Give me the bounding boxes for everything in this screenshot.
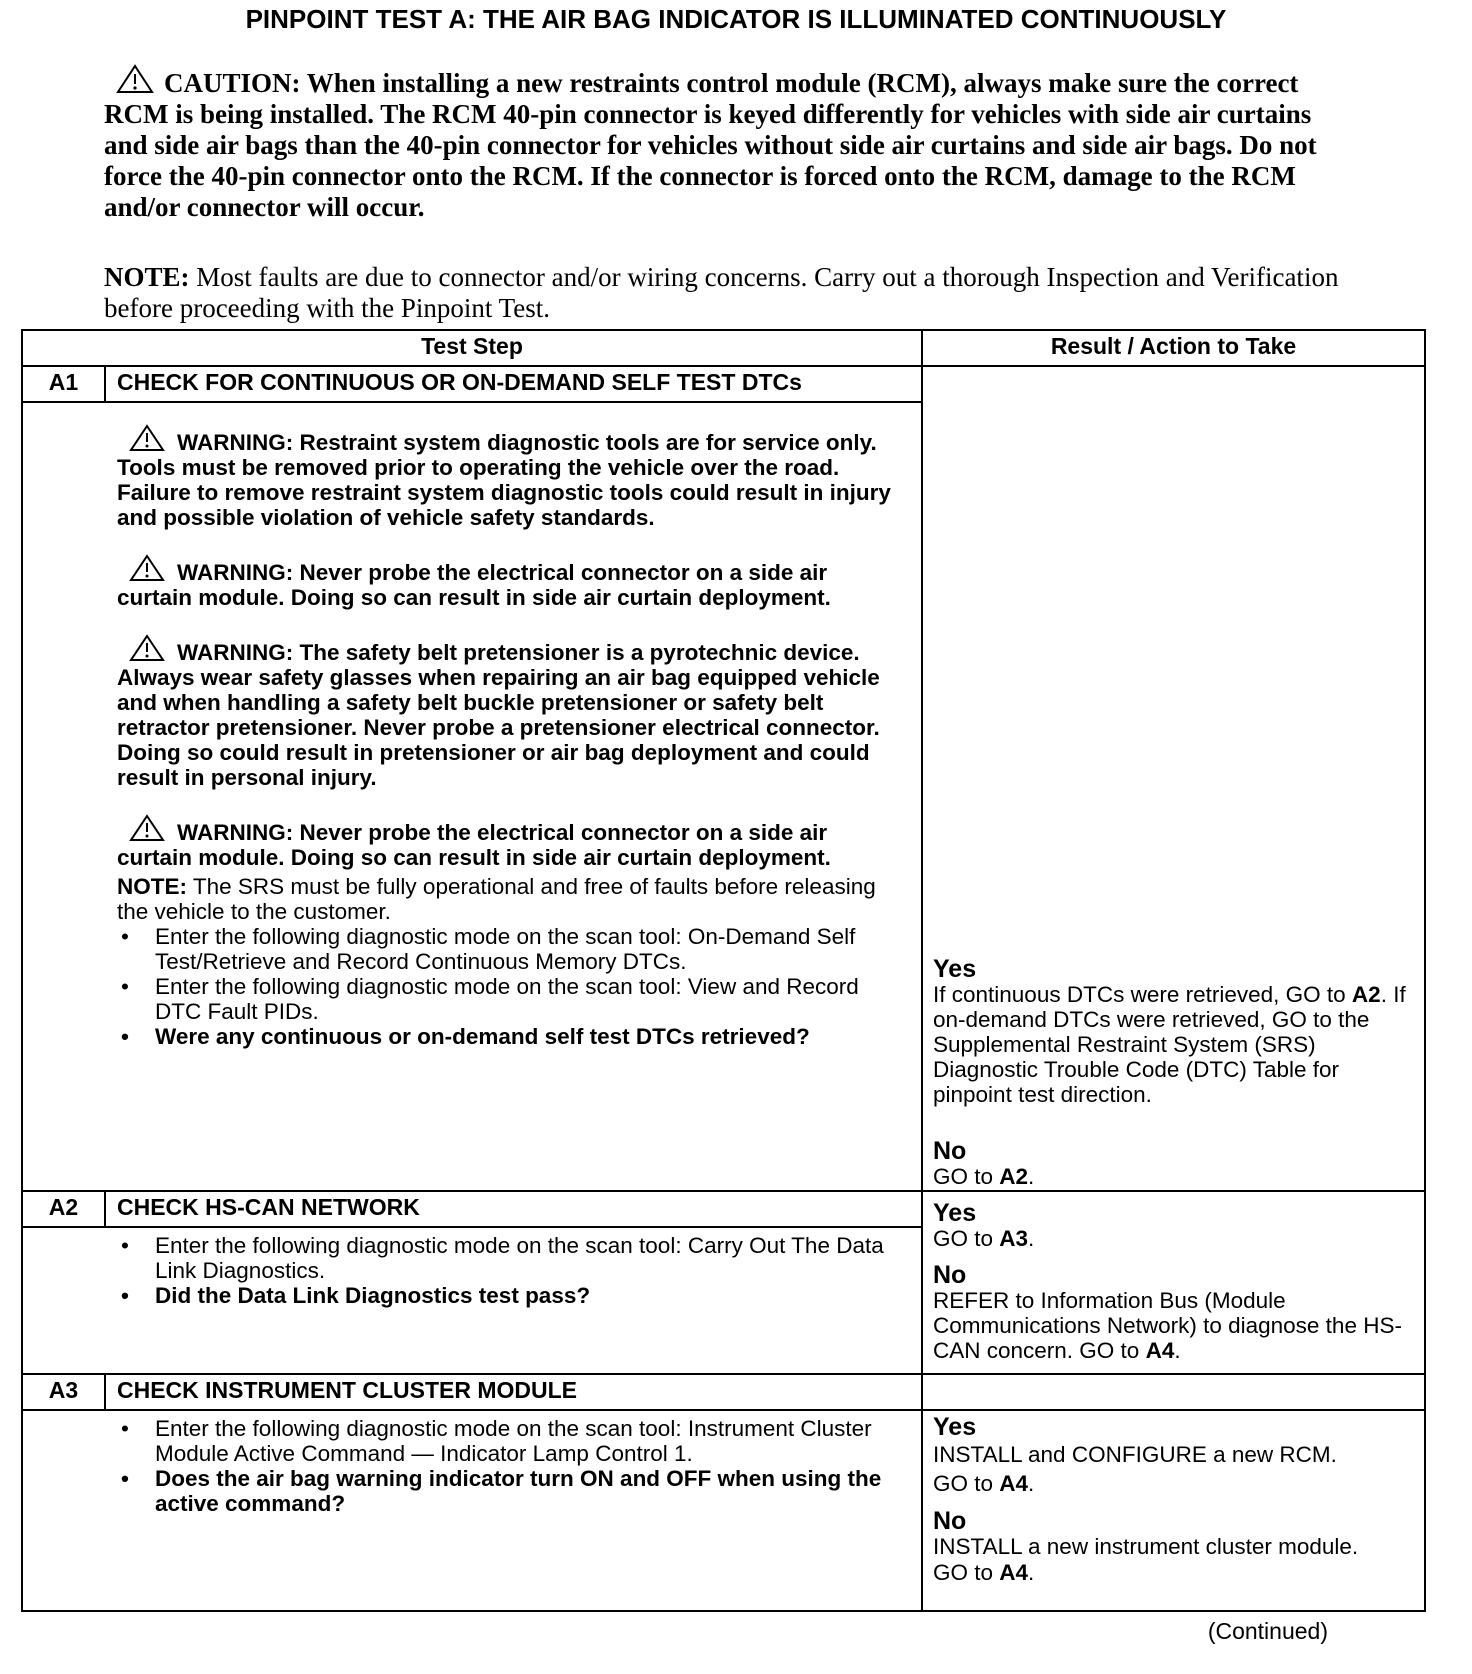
step-id-a2: A2 [48, 1194, 79, 1220]
step-title-a1: CHECK FOR CONTINUOUS OR ON-DEMAND SELF TEST DTCs [117, 369, 802, 395]
step-title-a2: CHECK HS-CAN NETWORK [117, 1194, 420, 1220]
a3-step-list [117, 1416, 897, 1516]
note-block [104, 262, 1344, 324]
no-label: No [933, 1261, 967, 1289]
a1-title-rule [21, 401, 923, 403]
continued-label: (Continued) [1207, 1618, 1328, 1644]
step-id-a1: A1 [48, 369, 79, 395]
note-label: NOTE: [104, 262, 190, 292]
a1-bottom-rule [21, 1190, 1426, 1192]
yes-label: Yes [933, 955, 977, 983]
warning-triangle-icon [129, 424, 165, 452]
step-ref: A2 [1351, 982, 1381, 1007]
yes-label: Yes [933, 1199, 977, 1227]
no-label: No [933, 1507, 967, 1535]
a3-id-divider [104, 1373, 106, 1411]
warning-paragraph: WARNING: Never probe the electrical connector on a side air curtain module. Doing so can result in side air curtain deployment. [117, 554, 897, 610]
caution-triangle-icon [116, 64, 154, 94]
page-title: PINPOINT TEST A: THE AIR BAG INDICATOR IS ILLUMINATED CONTINUOUSLY [245, 4, 1227, 34]
note-text: Most faults are due to connector and/or wiring concerns. Carry out a thorough Inspection and Verification before proceeding with the Pinpoint Test. [104, 262, 1339, 323]
step-body-a1 [117, 424, 897, 1049]
a2-bottom-rule [21, 1373, 1426, 1375]
result-a1-no: No GO to A2. [933, 1138, 1418, 1189]
a3-title-rule [21, 1409, 923, 1411]
header-test-step: Test Step [421, 333, 523, 359]
step-id-a3: A3 [48, 1377, 79, 1403]
warning-triangle-icon [129, 814, 165, 842]
table-border-left [21, 329, 23, 1612]
a1-id-divider [104, 365, 106, 403]
list-item: • Enter the following diagnostic mode on the scan tool: On-Demand Self Test/Retrieve and Record Continuous Memory DTCs. [117, 924, 897, 974]
step-ref: A4 [999, 1560, 1029, 1585]
header-result-action: Result / Action to Take [1050, 333, 1297, 359]
table-border-right [1424, 329, 1426, 1612]
caution-block [104, 64, 1344, 223]
column-divider [921, 329, 923, 1612]
a1-note: NOTE: The SRS must be fully operational and free of faults before releasing the vehicle to the customer. [117, 874, 876, 924]
result-a3-no: No INSTALL a new instrument cluster module. GO to A4. [933, 1508, 1418, 1586]
result-a2-yes: Yes GO to A3. [933, 1200, 1418, 1251]
a2-question: • Did the Data Link Diagnostics test pass? [117, 1283, 897, 1308]
result-a1-yes: Yes If continuous DTCs were retrieved, GO to A2. If on-demand DTCs were retrieved, GO to the Supplemental Restraint System (SRS) Diagnostic Trouble Code (DTC) Table for pinpoint test direction. [933, 956, 1418, 1107]
table-border-top [21, 329, 1426, 331]
a2-step-list [117, 1233, 897, 1308]
step-title-a3: CHECK INSTRUMENT CLUSTER MODULE [117, 1377, 577, 1403]
a1-question: • Were any continuous or on-demand self test DTCs retrieved? [117, 1024, 897, 1049]
header-bottom-rule [21, 365, 1426, 367]
caution-text: CAUTION: When installing a new restraints control module (RCM), always make sure the correct RCM is being installed. The RCM 40-pin connector is keyed differently for vehicles with side air curtains and side air bags than the 40-pin connector for vehicles without side air curtains and side air bags. Do not force the 40-pin connector onto the RCM. If the connector is forced onto the RCM, damage to the RCM and/or connector will occur. [104, 68, 1317, 222]
result-a2-no: No REFER to Information Bus (Module Communications Network) to diagnose the HS-CAN concern. GO to A4. [933, 1262, 1418, 1363]
a1-step-list [117, 924, 897, 1049]
step-body-a2 [117, 1233, 897, 1308]
step-body-a3 [117, 1416, 897, 1516]
warning-paragraph: WARNING: Restraint system diagnostic tools are for service only. Tools must be removed prior to operating the vehicle over the road. Failure to remove restraint system diagnostic tools could result in injury and possible violation of vehicle safety standards. [117, 424, 897, 530]
a2-id-divider [104, 1190, 106, 1228]
warning-paragraph: WARNING: Never probe the electrical connector on a side air curtain module. Doing so can result in side air curtain deployment. [117, 814, 897, 870]
step-ref: A3 [999, 1226, 1029, 1251]
list-item: • Enter the following diagnostic mode on the scan tool: View and Record DTC Fault PIDs. [117, 974, 897, 1024]
a3-question: • Does the air bag warning indicator turn ON and OFF when using the active command? [117, 1466, 897, 1516]
step-ref: A2 [999, 1164, 1029, 1189]
a3-result-rule [921, 1409, 1426, 1411]
result-a3-yes: Yes INSTALL and CONFIGURE a new RCM. GO to A4. [933, 1414, 1418, 1498]
yes-label: Yes [933, 1413, 977, 1441]
list-item: • Enter the following diagnostic mode on the scan tool: Instrument Cluster Module Active Command — Indicator Lamp Control 1. [117, 1416, 897, 1466]
warning-triangle-icon [129, 554, 165, 582]
a2-title-rule [21, 1226, 923, 1228]
table-border-bottom [21, 1610, 1426, 1612]
no-label: No [933, 1137, 967, 1165]
warning-paragraph: WARNING: The safety belt pretensioner is a pyrotechnic device. Always wear safety glasses when repairing an air bag equipped vehicle and when handling a safety belt buckle pretensioner or safety belt retractor pretensioner. Never probe a pretensioner electrical connector. Doing so could result in pretensioner or air bag deployment and could result in personal injury. [117, 634, 897, 790]
warning-triangle-icon [129, 634, 165, 662]
step-ref: A4 [999, 1471, 1029, 1496]
list-item: • Enter the following diagnostic mode on the scan tool: Carry Out The Data Link Diagnostics. [117, 1233, 897, 1283]
step-ref: A4 [1145, 1338, 1175, 1363]
